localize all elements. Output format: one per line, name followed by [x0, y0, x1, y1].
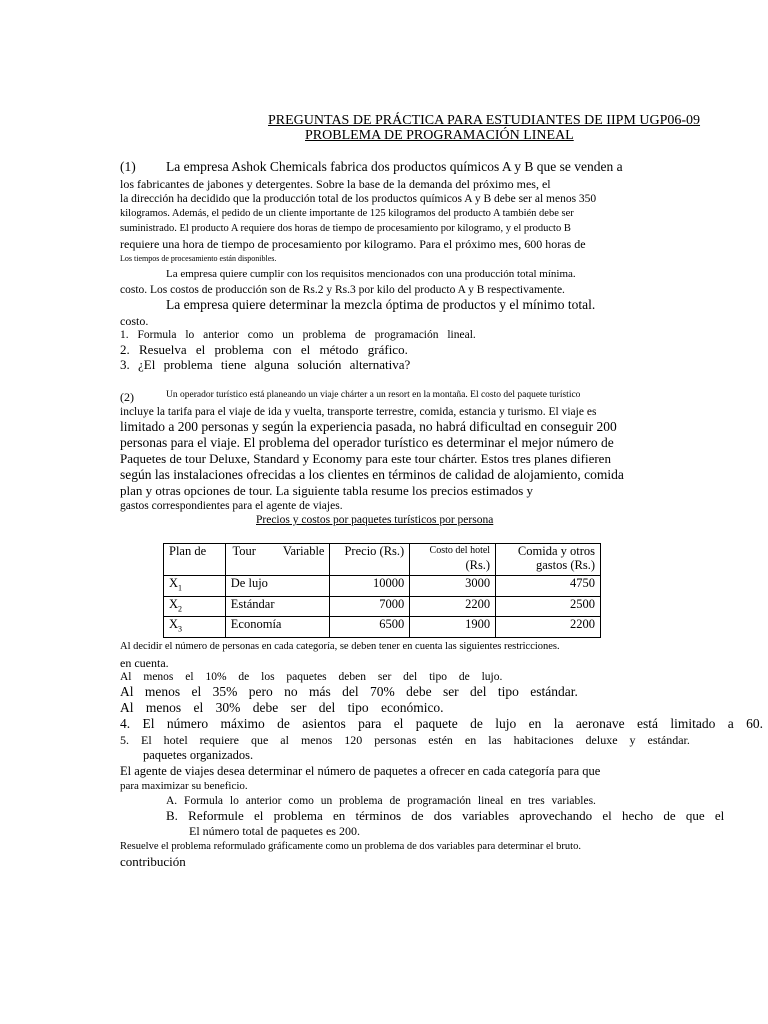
row-price: 10000	[330, 576, 410, 597]
problem-1-question: 2. Resuelva el problema con el método gráfico.	[120, 342, 408, 357]
problem-1-line: Los tiempos de procesamiento están disponibles.	[120, 254, 277, 263]
row-hotel: 2200	[410, 596, 496, 617]
problem-2-line: personas para el viaje. El problema del operador turístico es determinar el mejor número de	[120, 435, 614, 450]
restriction-item: 4. El número máximo de asientos para el paquete de lujo en la aeronave está limitado a 60.	[120, 716, 763, 731]
restriction-item: Al menos el 35% pero no más del 70% debe ser del tipo estándar.	[120, 684, 578, 699]
row-hotel: 1900	[410, 617, 496, 638]
problem-2-line: incluye la tarifa para el viaje de ida y vuelta, transporte terrestre, comida, estancia y turismo. El viaje es	[120, 406, 597, 418]
row-variable: $X_3$	[164, 617, 226, 638]
task-b-cont: El número total de paquetes es 200.	[189, 824, 360, 838]
problem-1-line: suministrado. El producto A requiere dos horas de tiempo de procesamiento por kilogramo, y el producto B	[120, 223, 571, 234]
problem-1-para3-line2: costo.	[120, 314, 149, 328]
table-row	[164, 617, 601, 638]
row-variable: $X_2$	[164, 596, 226, 617]
problem-1-line: kilogramos. Además, el pedido de un cliente importante de 125 kilogramos del producto A también debe ser	[120, 208, 574, 219]
problem-1-first-line: La empresa Ashok Chemicals fabrica dos productos químicos A y B que se venden a	[166, 159, 623, 174]
header-hotel: Costo del hotel (Rs.)	[410, 544, 496, 576]
row-food: 4750	[496, 576, 601, 597]
row-food: 2500	[496, 596, 601, 617]
row-variable: $X_1$	[164, 576, 226, 597]
problem-1-line: requiere una hora de tiempo de procesamiento por kilogramo. Para el próximo mes, 600 horas de	[120, 237, 586, 251]
task-a: A. Formula lo anterior como un problema de programación lineal en tres variables.	[166, 795, 596, 807]
row-food: 2200	[496, 617, 601, 638]
problem-2-line: gastos correspondientes para el agente de viajes.	[120, 500, 343, 512]
problem-1-number: (1)	[120, 159, 136, 174]
header-price: Precio (Rs.)	[330, 544, 410, 576]
agent-line-cont: para maximizar su beneficio.	[120, 780, 248, 792]
problem-2-line: Paquetes de tour Deluxe, Standard y Economy para este tour chárter. Estos tres planes difieren	[120, 451, 611, 466]
header-tour-variable: Tour Variable	[225, 544, 330, 576]
problem-1-para2-line2: costo. Los costos de producción son de Rs.2 y Rs.3 por kilo del producto A y B respectivamente.	[120, 284, 565, 296]
restriction-item: Al menos el 30% debe ser del tipo económico.	[120, 700, 444, 715]
row-hotel: 3000	[410, 576, 496, 597]
table-row	[164, 596, 601, 617]
row-plan: Estándar	[225, 596, 330, 617]
restriction-item-cont: paquetes organizados.	[143, 748, 254, 762]
row-plan: Economía	[225, 617, 330, 638]
problem-2-line: según las instalaciones ofrecidas a los clientes en términos de calidad de alojamiento, comida	[120, 467, 624, 482]
final-instruction: Resuelve el problema reformulado gráficamente como un problema de dos variables para determinar el bruto.	[120, 841, 581, 852]
restriction-item: Al menos el 10% de los paquetes deben ser del tipo de lujo.	[120, 671, 503, 683]
table-row	[164, 576, 601, 597]
problem-1-line: los fabricantes de jabones y detergentes. Sobre la base de la demanda del próximo mes, el	[120, 177, 551, 191]
header-food: Comida y otros gastos (Rs.)	[496, 544, 601, 576]
row-plan: De lujo	[225, 576, 330, 597]
costs-table	[163, 543, 601, 638]
problem-1-line: la dirección ha decidido que la producción total de los productos químicos A y B debe ser al menos 350	[120, 193, 597, 205]
header-plan-cell	[164, 544, 226, 576]
document-title: PREGUNTAS DE PRÁCTICA PARA ESTUDIANTES DE IIPM UGP06-09	[268, 113, 701, 128]
problem-2-line: plan y otras opciones de tour. La siguiente tabla resume los precios estimados y	[120, 483, 534, 498]
restriction-item: 5. El hotel requiere que al menos 120 personas estén en las habitaciones deluxe y estándar.	[120, 733, 690, 747]
document-subtitle: PROBLEMA DE PROGRAMACIÓN LINEAL	[305, 128, 574, 143]
problem-1-question: 1. Formula lo anterior como un problema de programación lineal.	[120, 329, 476, 341]
row-price: 7000	[330, 596, 410, 617]
restrictions-intro: Al decidir el número de personas en cada categoría, se deben tener en cuenta las siguientes restricciones.	[120, 641, 560, 652]
restrictions-intro-cont: en cuenta.	[120, 656, 169, 670]
row-price: 6500	[330, 617, 410, 638]
table-header-row	[164, 544, 601, 576]
problem-2-number: (2)	[120, 390, 134, 404]
header-plan: Plan de	[169, 544, 207, 558]
agent-line: El agente de viajes desea determinar el número de paquetes a ofrecer en cada categoría para que	[120, 764, 601, 778]
final-instruction-cont: contribución	[120, 854, 186, 869]
problem-2-first-line: Un operador turístico está planeando un viaje chárter a un resort en la montaña. El costo del paquete turístico	[166, 390, 581, 400]
table-caption: Precios y costos por paquetes turísticos por persona	[256, 514, 494, 526]
problem-1-para2-line1: La empresa quiere cumplir con los requisitos mencionados con una producción total mínima.	[166, 268, 576, 280]
problem-1-question: 3. ¿El problema tiene alguna solución alternativa?	[120, 357, 411, 372]
problem-2-line: limitado a 200 personas y según la experiencia pasada, no habrá dificultad en conseguir 200	[120, 419, 617, 434]
task-b: B. Reformule el problema en términos de dos variables aprovechando el hecho de que el	[166, 808, 725, 823]
problem-1-para3-line1: La empresa quiere determinar la mezcla óptima de productos y el mínimo total.	[166, 297, 596, 312]
